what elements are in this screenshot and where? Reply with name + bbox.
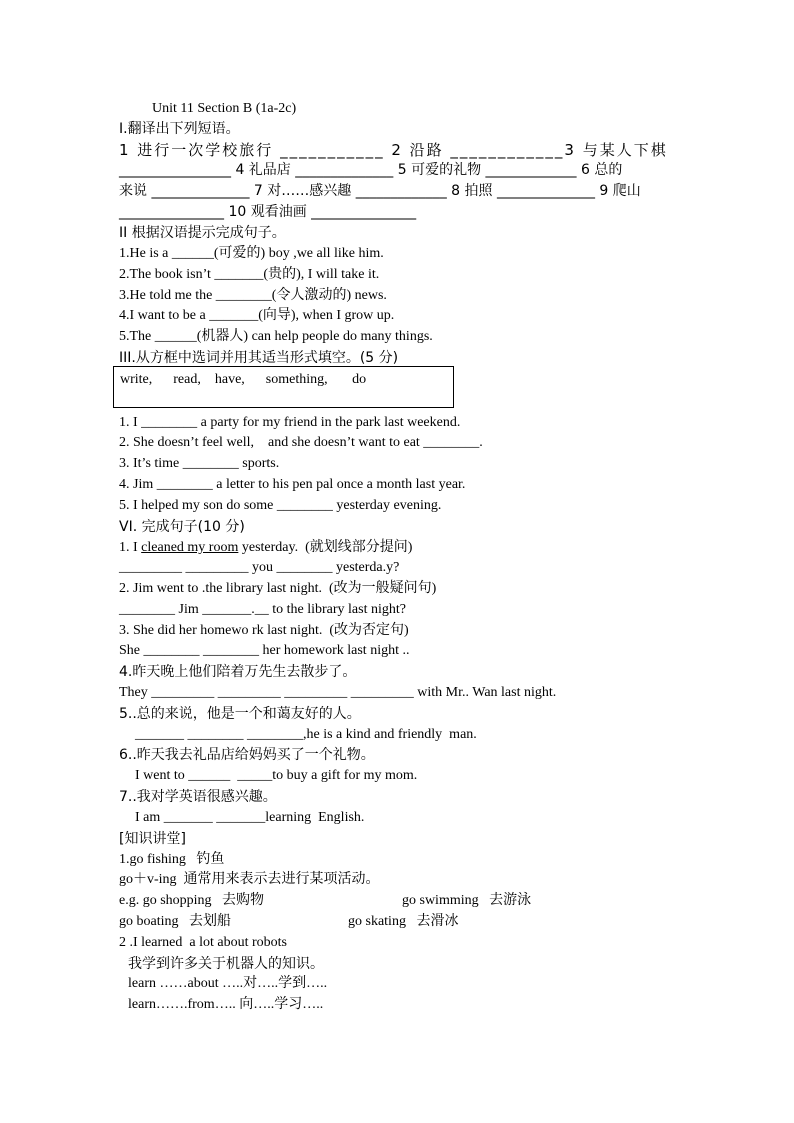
answer-line: ________ Jim _______.__ to the library last night? [119,602,406,617]
answer-line: She ________ ________ her homework last night .. [119,643,410,658]
question: 5. I helped my son do some ________ yesterday evening. [119,498,442,513]
question: 1. I ________ a party for my friend in the park last weekend. [119,415,461,430]
section1-line: 来说 ______________ 7 对……感兴趣 _____________ 8 拍照 ______________ 9 爬山 [119,183,641,199]
note-line: 我学到许多关于机器人的知识。 [128,956,324,972]
section1-line: 1 进行一次学校旅行 ___________ 2 沿路 ____________3 与某人下棋 [119,141,668,159]
page-title: Unit 11 Section B (1a-2c) [152,101,297,116]
note-line: go swimming 去游泳 [402,893,532,908]
question: 2.The book isn’t _______(贵的), I will take it. [119,267,380,282]
question: 2. Jim went to .the library last night. (改为一般疑问句) [119,581,437,596]
answer-line: I went to ______ _____to buy a gift for my mom. [135,768,418,783]
question-suffix: yesterday. (就划线部分提问) [238,540,413,555]
section4-heading: VI. 完成句子(10 分) [119,519,245,535]
note-line: e.g. go shopping 去购物 [119,893,265,908]
question: 7..我对学英语很感兴趣。 [119,789,277,805]
question: 4.昨天晚上他们陪着万先生去散步了。 [119,664,357,680]
note-line: go skating 去滑冰 [348,914,459,929]
section1-heading: I.翻译出下列短语。 [119,121,240,137]
question: 1.He is a ______(可爱的) boy ,we all like him. [119,246,384,261]
note-line: learn ……about …..对…..学到….. [128,976,328,991]
underlined-phrase: cleaned my room [141,540,239,555]
question: 5..总的来说，他是一个和蔼友好的人。 [119,706,361,722]
question: 3. It’s time ________ sports. [119,456,280,471]
word-box-words: write, read, have, something, do [120,372,367,387]
question: 4.I want to be a _______(向导), when I grow up. [119,308,395,323]
question: 5.The ______(机器人) can help people do many things. [119,329,433,344]
note-line: go＋v-ing 通常用来表示去进行某项活动。 [119,872,380,887]
section1-line: _______________ 10 观看油画 _______________ [119,204,417,220]
question: 6..昨天我去礼品店给妈妈买了一个礼物。 [119,747,375,763]
question: 3.He told me the ________(令人激动的) news. [119,288,387,303]
answer-line: _______ ________ ________,he is a kind and friendly man. [135,727,477,742]
note-line: go boating 去划船 [119,914,231,929]
question [119,539,412,557]
answer-line: I am _______ _______learning English. [135,810,365,825]
answer-line: They _________ _________ _________ _________ with Mr.. Wan last night. [119,685,557,700]
answer-line: _________ _________ you ________ yesterda.y? [119,560,400,575]
question: 4. Jim ________ a letter to his pen pal once a month last year. [119,477,466,492]
note-line: 2 .I learned a lot about robots [119,935,287,950]
section3-heading: III.从方框中选词并用其适当形式填空。(5 分) [119,350,399,366]
question: 3. She did her homewo rk last night. (改为否定句) [119,623,409,638]
section2-heading: II 根据汉语提示完成句子。 [119,225,286,241]
section5-heading: [知识讲堂] [119,831,186,847]
note-line: learn…….from….. 向…..学习….. [128,997,324,1012]
section1-line: ________________ 4 礼品店 ______________ 5 可爱的礼物 _____________ 6 总的 [119,162,623,178]
note-line: 1.go fishing 钓鱼 [119,852,225,867]
question-prefix: 1. I [119,540,142,555]
question: 2. She doesn’t feel well, and she doesn’t want to eat ________. [119,435,483,450]
